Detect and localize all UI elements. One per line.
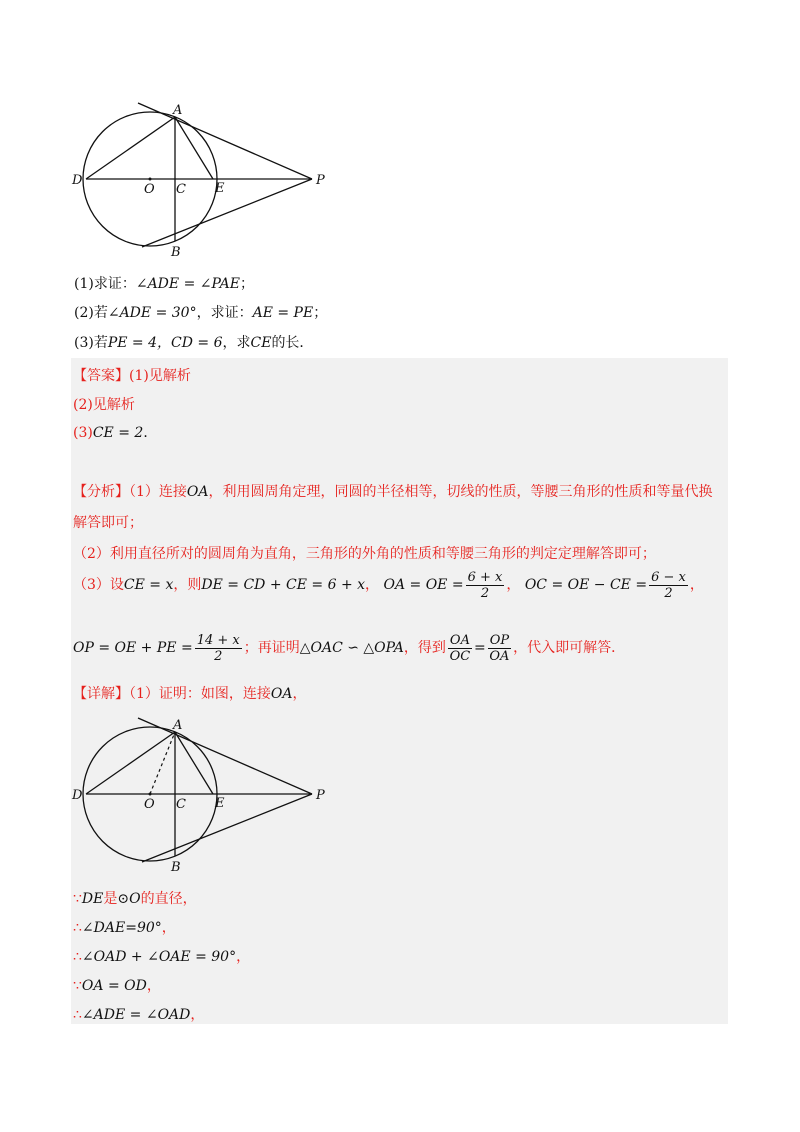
- chord-ad: [86, 732, 175, 794]
- step-5-b: ，: [190, 1007, 205, 1023]
- analysis-line-5: [73, 631, 625, 665]
- detail-intro-b: ，: [292, 686, 307, 702]
- q2-math1: ∠ADE = 30°: [107, 305, 197, 321]
- therefore-symbol: ∴: [73, 949, 82, 965]
- q2-prefix: (2)若: [74, 305, 108, 321]
- label-d: D: [72, 788, 83, 803]
- analysis-1a: （1）连接: [129, 484, 187, 500]
- analysis-line-4: [73, 568, 704, 602]
- step-3-math: ∠OAD + ∠OAE = 90°: [81, 949, 237, 965]
- tangent-pa: [138, 103, 312, 179]
- frac-num: 14 + x: [196, 632, 240, 648]
- label-c: C: [176, 797, 186, 812]
- answer-line-2: (2)见解析: [73, 397, 135, 413]
- chord-ae: [175, 117, 213, 179]
- label-e: E: [215, 796, 225, 811]
- analysis-4-m2: DE = CD + CE = 6 + x: [201, 577, 366, 593]
- label-b: B: [171, 860, 181, 875]
- chord-ae: [175, 732, 213, 794]
- proof-step-4: [73, 975, 161, 995]
- label-d: D: [72, 173, 83, 188]
- label-o: O: [144, 182, 155, 197]
- fraction-op-oa: [488, 633, 511, 664]
- label-a: A: [173, 718, 183, 733]
- q3-prefix: (3)若: [74, 335, 108, 351]
- equals-sign: =: [473, 640, 486, 656]
- answer-3-prefix: (3): [73, 425, 93, 441]
- q3-suffix: 的长．: [271, 335, 314, 351]
- analysis-4a: （3）设: [73, 577, 124, 593]
- analysis-4d: ，: [506, 577, 521, 593]
- detail-intro: [73, 683, 307, 703]
- q2-suffix: ；: [313, 305, 328, 321]
- therefore-symbol: ∴: [73, 920, 82, 936]
- step-2-math: ∠DAE=90°: [81, 920, 162, 936]
- answer-3-math: CE = 2: [92, 425, 144, 441]
- analysis-tag: 【分析】: [73, 484, 129, 500]
- answer-line-3: [73, 422, 157, 442]
- answer-3-suffix: ．: [143, 425, 158, 441]
- because-symbol: ∵: [73, 978, 82, 994]
- analysis-4-m1: CE = x: [123, 577, 174, 593]
- q3-math2: CE: [250, 335, 272, 351]
- analysis-line-2: 解答即可；: [73, 515, 143, 531]
- analysis-5-m1: OP = OE + PE =: [73, 640, 193, 656]
- fraction-6-minus-x: [649, 570, 688, 601]
- fraction-oa-oc: [448, 633, 472, 664]
- analysis-5a: ；再证明: [243, 640, 300, 656]
- label-a: A: [173, 103, 183, 118]
- center-dot: [149, 793, 152, 796]
- frac-num: 6 + x: [467, 569, 503, 585]
- frac-num: OA: [449, 632, 470, 648]
- frac-den: OC: [449, 648, 471, 664]
- frac-den: 2: [480, 585, 490, 601]
- frac-num: OP: [489, 632, 510, 648]
- step-5-math: ∠ADE = ∠OAD: [81, 1007, 191, 1023]
- question-2: [74, 302, 327, 322]
- step-1-a: 是: [103, 891, 118, 907]
- q2-math2: AE = PE: [252, 305, 314, 321]
- detail-intro-math: OA: [270, 686, 293, 702]
- analysis-5c: ，代入即可解答．: [513, 640, 626, 656]
- tangent-pa: [138, 718, 312, 794]
- label-e: E: [215, 181, 225, 196]
- frac-den: OA: [489, 648, 510, 664]
- analysis-4-m4: OC = OE − CE =: [524, 577, 648, 593]
- label-b: B: [171, 245, 181, 260]
- step-3-b: ，: [236, 949, 251, 965]
- q1-math: ∠ADE = ∠PAE: [135, 276, 240, 292]
- step-4-math: OA = OD: [81, 978, 147, 994]
- question-1: [74, 273, 254, 293]
- analysis-4e: ，: [689, 577, 704, 593]
- because-symbol: ∵: [73, 891, 82, 907]
- frac-den: 2: [214, 648, 223, 664]
- tangent-pb: [142, 179, 312, 247]
- fraction-14-plus-x: [195, 633, 242, 664]
- tangent-pb: [142, 794, 312, 862]
- label-p: P: [316, 788, 325, 803]
- step-4-b: ，: [146, 978, 161, 994]
- proof-step-2: [73, 917, 176, 937]
- label-p: P: [316, 173, 325, 188]
- step-1-b: 的直径，: [140, 891, 197, 907]
- answer-1: (1)见解析: [129, 368, 191, 384]
- chord-ad: [86, 117, 175, 179]
- frac-num: 6 − x: [651, 569, 686, 585]
- analysis-4b: ，则: [173, 577, 202, 593]
- analysis-line-1: [73, 481, 713, 501]
- frac-den: 2: [664, 585, 673, 601]
- geometry-figure-2: [70, 715, 340, 875]
- label-o: O: [144, 797, 155, 812]
- analysis-1-math: OA: [186, 484, 209, 500]
- analysis-line-3: （2）利用直径所对的圆周角为直角，三角形的外角的性质和等腰三角形的判定定理解答即可；: [73, 546, 656, 562]
- therefore-symbol: ∴: [73, 1007, 82, 1023]
- analysis-5-m2: △OAC ∽ △OPA: [299, 640, 404, 656]
- fraction-6-plus-x: [466, 570, 505, 601]
- answer-line-1: [73, 365, 191, 385]
- q3-mid: ，求: [222, 335, 251, 351]
- question-3: [74, 332, 313, 352]
- q1-prefix: (1)求证：: [74, 276, 136, 292]
- answer-tag: 【答案】: [73, 368, 129, 384]
- detail-tag: 【详解】: [73, 686, 129, 702]
- center-dot: [149, 178, 152, 181]
- q3-math1: PE = 4，CD = 6: [107, 335, 223, 351]
- proof-step-5: [73, 1004, 204, 1024]
- q1-suffix: ；: [239, 276, 254, 292]
- step-1-math: DE: [81, 891, 104, 907]
- step-2-b: ，: [161, 920, 176, 936]
- analysis-1b: ，利用圆周角定理，同圆的半径相等，切线的性质，等腰三角形的性质和等量代换: [208, 484, 713, 500]
- step-1-math2: ⊙O: [117, 891, 141, 907]
- analysis-4-m3: OA = OE =: [383, 577, 464, 593]
- detail-intro-a: （1）证明：如图，连接: [129, 686, 271, 702]
- analysis-4c: ，: [365, 577, 380, 593]
- analysis-5b: ，得到: [403, 640, 446, 656]
- label-c: C: [176, 182, 186, 197]
- proof-step-1: [73, 888, 197, 908]
- proof-step-3: [73, 946, 250, 966]
- q2-mid: ，求证：: [196, 305, 253, 321]
- geometry-figure-1: [70, 100, 340, 260]
